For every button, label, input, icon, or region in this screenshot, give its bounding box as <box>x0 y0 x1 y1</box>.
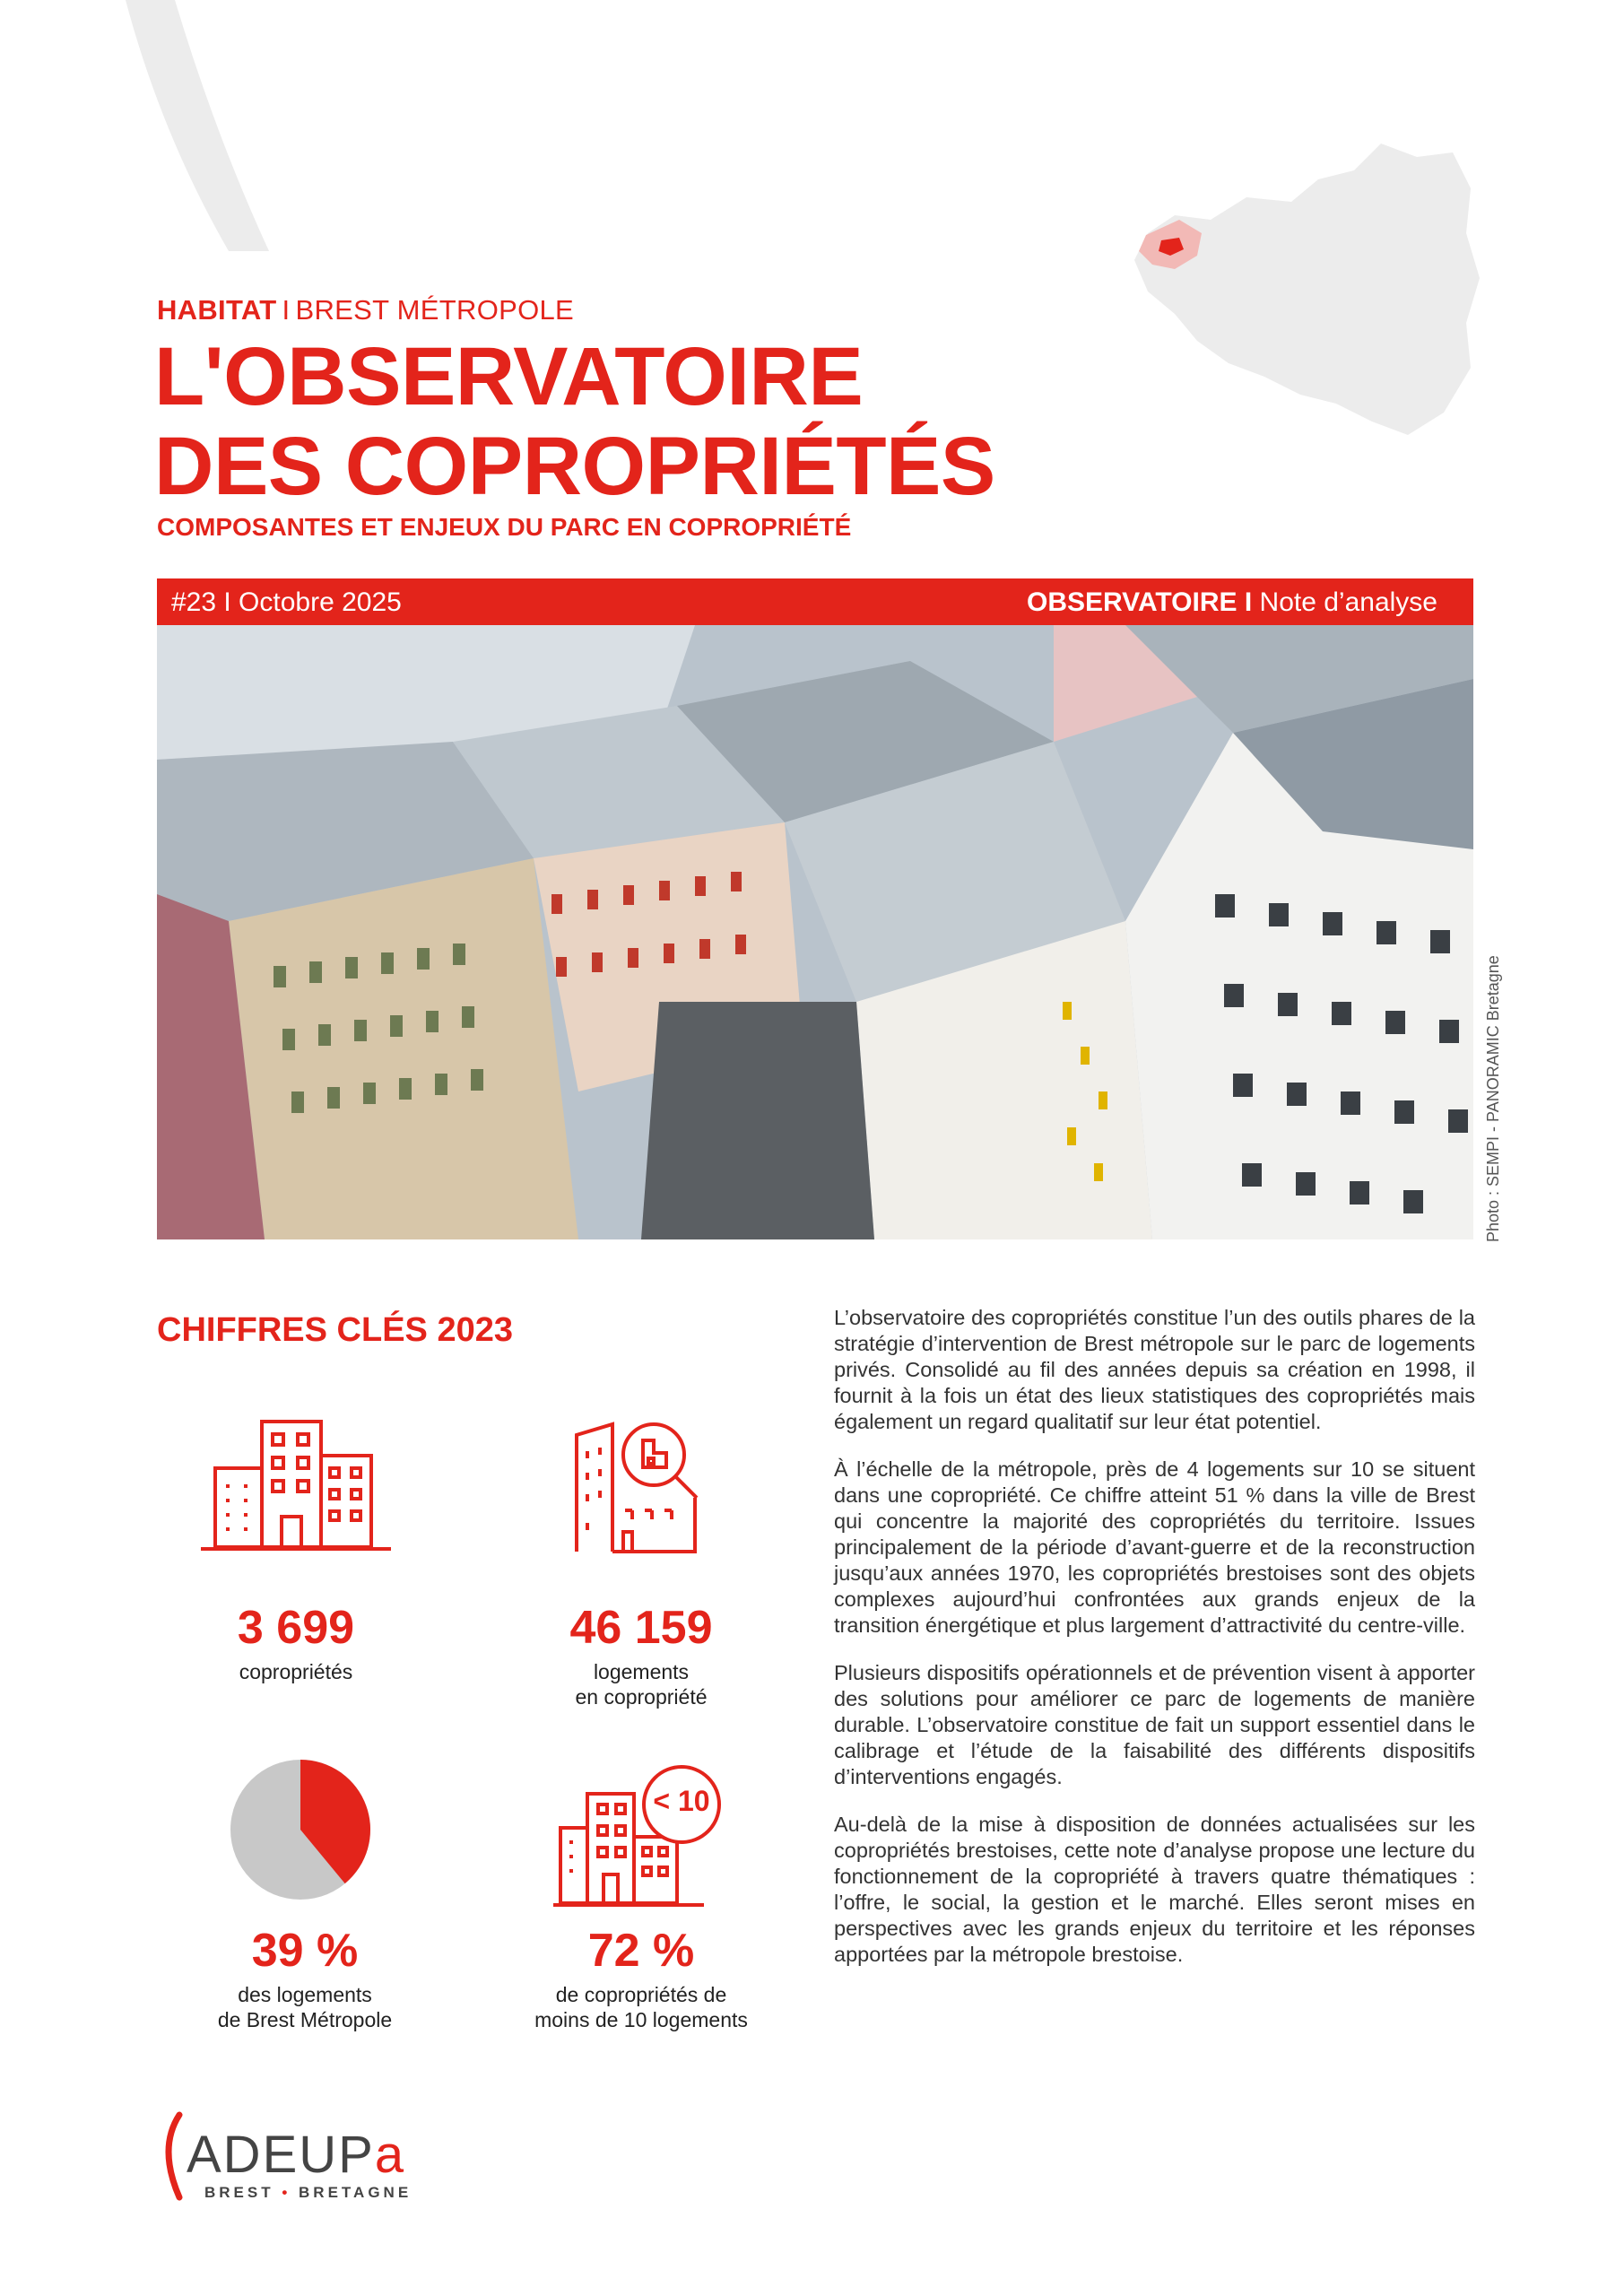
stat-label-3-line-2: de Brest Métropole <box>217 2008 393 2031</box>
logo-wordmark: ADEUPa <box>187 2126 406 2184</box>
stat-value-1: 3 699 <box>237 1602 355 1654</box>
stat-label-3-line-1: des logements <box>238 1983 372 2006</box>
stat-label-1-line-1: copropriétés <box>239 1660 353 1683</box>
decorative-swoosh <box>0 0 287 251</box>
stat-label-2-line-1: logements <box>593 1660 690 1683</box>
logo-tagline: BREST • BRETAGNE <box>204 2184 413 2201</box>
stat-value-4: 72 % <box>587 1925 695 1977</box>
intro-text <box>834 1305 1475 1989</box>
kicker <box>157 294 574 326</box>
territory: BREST MÉTROPOLE <box>295 294 575 326</box>
less-than-10-badge: < 10 <box>653 1785 710 1817</box>
category: HABITAT <box>157 294 277 326</box>
stat-label-4-line-1: de copropriétés de <box>555 1983 727 2006</box>
key-figures-title: CHIFFRES CLÉS 2023 <box>157 1311 513 1349</box>
adeupa-logo <box>152 2108 439 2206</box>
paragraph: Plusieurs dispositifs opérationnels et de prévention visent à apporter des solutions pour améliorer ce parc de logements de manière durable. L’observatoire constitue de fait un support essentiel dans le calibrage et l’étude de la faisabilité des différents dispositifs d’interventions engagés. <box>834 1661 1475 1788</box>
stat-label-4-line-2: moins de 10 logements <box>534 2008 748 2031</box>
page-subtitle: COMPOSANTES ET ENJEUX DU PARC EN COPROPRIÉTÉ <box>157 513 852 541</box>
paragraph: À l’échelle de la métropole, près de 4 logements sur 10 se situent dans une copropriété. Ce chiffre atteint 51 % dans la ville de Brest qui concentre la majorité des copropriétés du territoire. Issues principalement de la période d’avant-guerre et de la reconstruction jusqu’aux années 1970, les copropriétés brestoises sont des objets complexes aujourd’hui confrontées aux grands enjeux de la transition énergétique et plus largement d’attractivité du centre-ville. <box>834 1457 1475 1637</box>
stat-value-3: 39 % <box>251 1925 359 1977</box>
building-search-icon <box>560 1408 713 1561</box>
buildings-icon <box>197 1413 395 1556</box>
title-line-1: L'OBSERVATOIRE <box>154 331 864 422</box>
stat-label-1 <box>161 1659 430 1684</box>
buildings-less-than-10-icon <box>551 1749 735 1910</box>
stat-value-2: 46 159 <box>569 1602 713 1654</box>
issue-number: #23 I Octobre 2025 <box>171 587 402 617</box>
publication-type-rest: Note d’analyse <box>1259 587 1437 617</box>
stat-label-2 <box>502 1659 780 1709</box>
photo-credit: Photo : SEMPI - PANORAMIC Bretagne <box>1484 955 1502 1242</box>
publication-type-bold: OBSERVATOIRE I <box>1027 587 1253 617</box>
paragraph: Au-delà de la mise à disposition de données actualisées sur les copropriétés brestoises, cette note d’analyse propose une lecture du fonctionnement de la copropriété à travers quatre thématiques : l’offre, le social, la gestion et le marché. Elles seront mises en perspectives avec les grands enjeux du territoire et les réponses apportées par la métropole brestoise. <box>834 1813 1475 1966</box>
kicker-separator: I <box>282 294 291 326</box>
page-title <box>154 332 995 511</box>
stat-label-4 <box>502 1982 780 2032</box>
publication-type <box>1027 587 1437 618</box>
aerial-photo <box>157 625 1473 1239</box>
stat-label-3 <box>170 1982 439 2032</box>
issue-banner <box>157 578 1473 625</box>
title-line-2: DES COPROPRIÉTÉS <box>154 421 995 512</box>
stat-label-2-line-2: en copropriété <box>575 1685 708 1709</box>
brittany-map <box>1112 135 1489 439</box>
paragraph: L’observatoire des copropriétés constitue l’un des outils phares de la stratégie d’intervention de Brest métropole sur le parc de logements privés. Consolidé au fil des années depuis sa création en 1998, il fournit à la fois un état des lieux statistiques des copropriétés mais également un regard qualitatif sur leur état potentiel. <box>834 1306 1475 1433</box>
pie-chart-icon <box>229 1758 372 1901</box>
